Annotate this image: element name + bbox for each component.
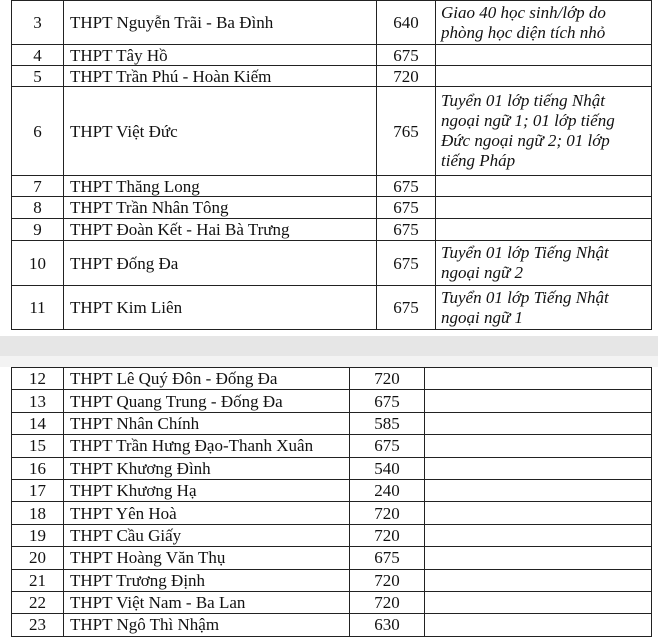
note xyxy=(436,66,652,87)
school-name: THPT Quang Trung - Đống Đa xyxy=(64,390,350,412)
school-name: THPT Kim Liên xyxy=(64,286,377,330)
page-gap-fade xyxy=(0,356,658,367)
school-name: THPT Nhân Chính xyxy=(64,412,350,434)
school-name: THPT Việt Đức xyxy=(64,87,377,176)
note: Tuyển 01 lớp Tiếng Nhật ngoại ngữ 1 xyxy=(436,286,652,330)
note: Tuyển 01 lớp Tiếng Nhật ngoại ngữ 2 xyxy=(436,241,652,286)
table-row xyxy=(12,435,652,457)
row-number: 20 xyxy=(12,547,64,569)
table-row xyxy=(12,502,652,524)
table-row xyxy=(12,412,652,434)
quota: 675 xyxy=(377,176,436,197)
row-number: 5 xyxy=(12,66,64,87)
school-name: THPT Tây Hồ xyxy=(64,45,377,66)
table-row xyxy=(12,87,652,176)
row-number: 13 xyxy=(12,390,64,412)
row-number: 11 xyxy=(12,286,64,330)
quota: 675 xyxy=(377,241,436,286)
note: Giao 40 học sinh/lớp do phòng học diện tích nhỏ xyxy=(436,1,652,45)
quota: 675 xyxy=(377,45,436,66)
table-row xyxy=(12,569,652,591)
quota: 675 xyxy=(377,197,436,219)
table-row xyxy=(12,1,652,45)
school-name: THPT Đoàn Kết - Hai Bà Trưng xyxy=(64,219,377,241)
table-row xyxy=(12,241,652,286)
school-name: THPT Ngô Thì Nhậm xyxy=(64,614,350,636)
row-number: 6 xyxy=(12,87,64,176)
table-row xyxy=(12,368,652,390)
row-number: 4 xyxy=(12,45,64,66)
table-row xyxy=(12,219,652,241)
table-row xyxy=(12,286,652,330)
school-name: THPT Thăng Long xyxy=(64,176,377,197)
school-name: THPT Đống Đa xyxy=(64,241,377,286)
row-number: 15 xyxy=(12,435,64,457)
quota: 675 xyxy=(377,219,436,241)
school-table-bottom xyxy=(11,367,652,637)
row-number: 23 xyxy=(12,614,64,636)
table-row xyxy=(12,614,652,636)
note xyxy=(425,502,652,524)
page-gap xyxy=(0,336,658,356)
row-number: 22 xyxy=(12,591,64,613)
row-number: 7 xyxy=(12,176,64,197)
table-row xyxy=(12,176,652,197)
quota: 720 xyxy=(377,66,436,87)
note xyxy=(425,412,652,434)
quota: 630 xyxy=(350,614,425,636)
row-number: 18 xyxy=(12,502,64,524)
row-number: 21 xyxy=(12,569,64,591)
row-number: 12 xyxy=(12,368,64,390)
quota: 240 xyxy=(350,479,425,501)
quota: 585 xyxy=(350,412,425,434)
note xyxy=(425,569,652,591)
note xyxy=(425,435,652,457)
quota: 640 xyxy=(377,1,436,45)
note xyxy=(425,457,652,479)
note xyxy=(436,176,652,197)
quota: 720 xyxy=(350,591,425,613)
school-name: THPT Hoàng Văn Thụ xyxy=(64,547,350,569)
table-row xyxy=(12,547,652,569)
table-row xyxy=(12,524,652,546)
quota: 540 xyxy=(350,457,425,479)
table-row xyxy=(12,390,652,412)
row-number: 19 xyxy=(12,524,64,546)
note xyxy=(436,45,652,66)
table-row xyxy=(12,457,652,479)
row-number: 8 xyxy=(12,197,64,219)
school-name: THPT Trương Định xyxy=(64,569,350,591)
quota: 675 xyxy=(350,390,425,412)
note xyxy=(436,197,652,219)
note: Tuyển 01 lớp tiếng Nhật ngoại ngữ 1; 01 lớp tiếng Đức ngoại ngữ 2; 01 lớp tiếng Pháp xyxy=(436,87,652,176)
note xyxy=(425,479,652,501)
table-row xyxy=(12,197,652,219)
school-name: THPT Yên Hoà xyxy=(64,502,350,524)
school-table-top xyxy=(11,0,652,330)
row-number: 3 xyxy=(12,1,64,45)
school-name: THPT Trần Hưng Đạo-Thanh Xuân xyxy=(64,435,350,457)
row-number: 9 xyxy=(12,219,64,241)
school-name: THPT Trần Nhân Tông xyxy=(64,197,377,219)
school-name: THPT Khương Hạ xyxy=(64,479,350,501)
quota: 675 xyxy=(377,286,436,330)
note xyxy=(425,591,652,613)
row-number: 10 xyxy=(12,241,64,286)
note xyxy=(425,547,652,569)
note xyxy=(425,614,652,636)
quota: 675 xyxy=(350,435,425,457)
school-name: THPT Cầu Giấy xyxy=(64,524,350,546)
row-number: 17 xyxy=(12,479,64,501)
note xyxy=(436,219,652,241)
school-name: THPT Trần Phú - Hoàn Kiếm xyxy=(64,66,377,87)
quota: 765 xyxy=(377,87,436,176)
table-row xyxy=(12,591,652,613)
table-row xyxy=(12,45,652,66)
school-name: THPT Lê Quý Đôn - Đống Đa xyxy=(64,368,350,390)
quota: 675 xyxy=(350,547,425,569)
school-name: THPT Khương Đình xyxy=(64,457,350,479)
quota: 720 xyxy=(350,368,425,390)
table-row xyxy=(12,479,652,501)
quota: 720 xyxy=(350,502,425,524)
quota: 720 xyxy=(350,524,425,546)
school-name: THPT Việt Nam - Ba Lan xyxy=(64,591,350,613)
quota: 720 xyxy=(350,569,425,591)
note xyxy=(425,390,652,412)
note xyxy=(425,368,652,390)
table-row xyxy=(12,66,652,87)
school-name: THPT Nguyễn Trãi - Ba Đình xyxy=(64,1,377,45)
row-number: 16 xyxy=(12,457,64,479)
note xyxy=(425,524,652,546)
row-number: 14 xyxy=(12,412,64,434)
